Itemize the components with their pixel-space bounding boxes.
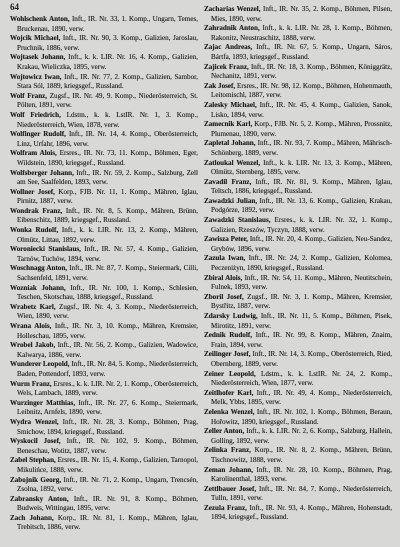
directory-entry bbox=[204, 82, 392, 101]
entry-details: Zugsf., IR. Nr. 3, 1. Komp., Mähren, Kremsier, Bystřitz, 1887, verw. bbox=[211, 292, 392, 311]
directory-entry bbox=[204, 235, 392, 254]
entry-details: Inft., IR. Nr. 87, 7. Komp., Steiermark, Cilli, Sachsenfeld, 1891, verw. bbox=[17, 264, 198, 283]
directory-entry bbox=[204, 331, 392, 350]
entry-name: Zettlbauer Josef, bbox=[204, 484, 257, 493]
entry-name: Zahradnik Anton, bbox=[204, 24, 260, 33]
directory-entry bbox=[204, 446, 392, 465]
entry-details: Ersres., k. k. LIR. Nr. 2, 1. Komp., Oberösterreich, Wels, Lambach, 1889, verw. bbox=[17, 379, 198, 398]
entry-details: Inft., IR. Nr. 102, 1. Komp., Böhmen, Beraun, Hořowitz, 1890, kriegsgef., Russland. bbox=[211, 407, 392, 426]
entry-name: Woroniecki Stanislaus, bbox=[10, 245, 81, 254]
entry-details: Inft., IR. Nr. 14, 3. Komp., Oberösterreich, Ried, Obernberg, 1889, verw. bbox=[211, 350, 392, 368]
entry-details: Inft., IR. Nr. 54, 11. Komp., Mähren, Neutitschein, Fulnek, 1893, verw. bbox=[211, 273, 392, 292]
entry-name: Wolf Friedrich, bbox=[10, 110, 61, 119]
directory-entry bbox=[204, 178, 392, 197]
directory-entry bbox=[204, 389, 392, 408]
entry-details: Ersres., IR. Nr. 15, 4. Komp., Galizien, Tarnopol, Mikulińce, 1888, verw. bbox=[17, 456, 198, 474]
directory-entry bbox=[10, 73, 198, 92]
entry-name: Zeilinger Josef, bbox=[204, 350, 251, 359]
entry-name: Zamecnik Karl, bbox=[204, 120, 253, 129]
entry-details: Inft., k. k. LIR. Nr. 13, 3. Komp., Mähren, Olmütz, Sternberg, 1895, verw. bbox=[211, 158, 392, 177]
directory-entry bbox=[10, 437, 198, 456]
entry-name: Zabransky Anton, bbox=[10, 494, 69, 503]
entry-details: Inft., IR. Nr. 84, 5. Komp., Niederösterreich, Baden, Pottendorf, 1893, verw. bbox=[17, 360, 198, 378]
directory-entry bbox=[204, 427, 392, 446]
entry-details: Inft., IR. Nr. 99, 8. Komp., Mähren, Znaim, Frain, 1894, verw. bbox=[211, 331, 392, 349]
directory-entry bbox=[10, 264, 198, 283]
entry-details: Korp., FJB. Nr. 5, 2. Komp., Mähren, Prossnitz, Plumenau, 1890, verw. bbox=[211, 120, 392, 138]
entry-details: Inft., IR. Nr. 35, 2. Komp., Böhmen, Pilsen, Mies, 1890, verw. bbox=[211, 5, 392, 23]
directory-entry bbox=[10, 418, 198, 437]
directory-entry bbox=[10, 188, 198, 207]
entry-name: Zabojnik Georg, bbox=[10, 475, 62, 484]
directory-entry bbox=[10, 380, 198, 399]
entry-details: Inft., IR. Nr. 24, 2. Komp., Galizien, Kolomea, Peczeniżyn, 1890, kriegsgef., Russland. bbox=[211, 254, 392, 273]
entry-name: Zawisza Peter, bbox=[204, 235, 248, 244]
entry-details: Inft., IR. Nr. 13, 6. Komp., Galizien, Krakau, Podgórze, 1892, verw. bbox=[211, 196, 392, 215]
entry-details: Inft., IR. Nr. 84, 7. Komp., Niederösterreich, Tulln, 1891, verw. bbox=[211, 484, 392, 503]
directory-entry bbox=[10, 130, 198, 149]
entry-details: Inft., IR. Nr. 56, 2. Komp., Galizien, Wadowice, Kalwarya, 1886, verw. bbox=[17, 341, 198, 359]
entry-details: Korp., IR. Nr. 81, 1. Komp., Mähren, Iglau, Trebitsch, 1886, verw. bbox=[17, 513, 198, 532]
entry-name: Wollner Josef, bbox=[10, 187, 55, 196]
entry-details: Inft., IR. Nr. 59, 2. Komp., Salzburg, Zell am See, Saalfelden, 1893, verw. bbox=[17, 168, 198, 187]
entry-name: Wurzinger Matthias, bbox=[10, 398, 76, 407]
directory-entry bbox=[204, 101, 392, 120]
entry-details: Inft., IR. Nr. 11, 5. Komp., Böhmen, Pisek, Mirotitz, 1891, verw. bbox=[211, 312, 392, 330]
entry-details: Korp., FJB. Nr. 11, 1. Komp., Mähren, Iglau, Pirnitz, 1887, verw. bbox=[17, 187, 198, 206]
entry-details: Inft., k. k. LIR. Nr. 13, 2. Komp., Mähren, Olmütz, Littau, 1892, verw. bbox=[17, 226, 198, 244]
directory-entry bbox=[10, 34, 198, 53]
entry-name: Woschnagg Anton, bbox=[10, 264, 68, 273]
directory-entry bbox=[204, 312, 392, 331]
entry-name: Zbiral Alois, bbox=[204, 273, 243, 282]
entry-name: Zapletal Johann, bbox=[204, 139, 256, 148]
directory-entry bbox=[10, 399, 198, 418]
directory-entry bbox=[10, 341, 198, 360]
entry-name: Zajac Andreas, bbox=[204, 43, 253, 52]
directory-entry bbox=[10, 92, 198, 111]
directory-entry bbox=[10, 149, 198, 168]
entry-details: Inft., k. k. LIR. Nr. 2, 6. Komp., Salzburg, Hallein, Golling, 1892, verw. bbox=[211, 427, 392, 445]
directory-entry bbox=[204, 466, 392, 485]
entry-name: Wydra Wenzel, bbox=[10, 417, 59, 426]
entry-name: Wolfram Alois, bbox=[10, 149, 57, 158]
entry-name: Zednik Rudolf, bbox=[204, 331, 252, 340]
directory-entry bbox=[204, 139, 392, 158]
entry-details: Inft., IR. Nr. 45, 4. Komp., Galizien, Sanok, Lisko, 1894, verw. bbox=[211, 100, 392, 119]
entry-details: Zugsf., IR. Nr. 4, 3. Komp., Niederösterreich, Wien, 1890, verw. bbox=[17, 302, 198, 321]
entry-name: Wojcik Michael, bbox=[10, 34, 61, 43]
entry-name: Zeiner Leopold, bbox=[204, 369, 256, 378]
directory-entry bbox=[204, 216, 392, 235]
entry-details: Inft., IR. Nr. 28, 3. Komp., Böhmen, Prag, Smichow, 1894, kriegsgef., Russland. bbox=[17, 417, 198, 436]
entry-name: Wojtowicz Iwan, bbox=[10, 72, 62, 81]
directory-entry bbox=[204, 485, 392, 504]
entry-details: Inft., k. k. LIR. Nr. 28, 1. Komp., Böhmen, Rakonitz, Neustraschitz, 1888, verw. bbox=[211, 24, 392, 42]
entry-details: Inft., IR. Nr. 91, 8. Komp., Böhmen, Budweis, Wittingau, 1895, verw. bbox=[17, 494, 198, 513]
directory-entry bbox=[204, 5, 392, 24]
entry-name: Zajicek Franz, bbox=[204, 62, 249, 71]
directory-entry bbox=[204, 350, 392, 369]
entry-details: Inft., IR. Nr. 67, 5. Komp., Ungarn, Sáros, Bártfa, 1893, kriegsgef., Russland. bbox=[211, 43, 392, 61]
entry-name: Zeitlhofer Karl, bbox=[204, 388, 254, 397]
directory-entry bbox=[10, 476, 198, 495]
directory-entry bbox=[204, 159, 392, 178]
left-column bbox=[10, 15, 198, 545]
entry-name: Zelenka Wenzel, bbox=[204, 407, 255, 416]
entry-details: Inft., IR. Nr. 102, 9. Komp., Böhmen, Beneschau, Wotitz, 1887, verw. bbox=[17, 437, 198, 455]
entry-name: Zabel Stephan, bbox=[10, 456, 56, 465]
directory-entry bbox=[10, 53, 198, 72]
entry-details: Zugsf., IR. Nr. 49, 9. Komp., Niederösterreich, St. Pölten, 1891, verw. bbox=[17, 91, 198, 110]
directory-entry bbox=[204, 408, 392, 427]
entry-name: Wondrak Franz, bbox=[10, 206, 63, 215]
directory-entry bbox=[10, 111, 198, 130]
directory-entry bbox=[10, 226, 198, 245]
entry-details: Korp., IR. Nr. 8, 2. Komp., Mähren, Brünn, Tischnowitz, 1888, verw. bbox=[211, 446, 392, 464]
entry-details: Inft., IR. Nr. 93, 4. Komp., Mähren, Hohenstadt, 1894, kriegsgef., Russland. bbox=[211, 503, 392, 522]
entry-name: Zeman Johann, bbox=[204, 465, 254, 474]
entry-details: Ersres., k. k. LIR. Nr. 32, 1. Komp., Galizien, Rzeszów, Tyczyn, 1888, verw. bbox=[211, 216, 392, 234]
entry-details: Inft., IR. Nr. 77, 2. Komp., Galizien, Sambor, Stara Sól, 1889, kriegsgef., Russland. bbox=[17, 72, 198, 91]
directory-entry bbox=[10, 495, 198, 514]
entry-name: Zboril Josef, bbox=[204, 292, 244, 301]
directory-entry bbox=[10, 322, 198, 341]
entry-details: Ldstm., k. k. LstIR. Nr. 24, 2. Komp., Niederösterreich, Wien, 1877, verw. bbox=[211, 369, 392, 388]
entry-name: Zacharias Wenzel, bbox=[204, 5, 261, 13]
entry-details: Inft., IR. Nr. 81, 9. Komp., Mähren, Iglau, Teltsch, 1886, kriegsgef., Russland. bbox=[211, 177, 392, 196]
entry-name: Zach Johann, bbox=[10, 513, 54, 522]
entry-details: Inft., IR. Nr. 18, 3. Komp., Böhmen, Königgrätz, Nechanitz, 1891, verw. bbox=[211, 62, 392, 81]
entry-details: Ersres., IR. Nr. 73, 11. Komp., Böhmen, Eger, Wildstein, 1890, kriegsgef., Russland. bbox=[17, 149, 198, 167]
entry-details: Inft., k. k. LIR. Nr. 16, 4. Komp., Galizien, Krakau, Wieliczka, 1895, verw. bbox=[17, 53, 198, 71]
entry-name: Zalesky Michael, bbox=[204, 100, 257, 109]
entry-name: Zak Josef, bbox=[204, 81, 236, 90]
entry-name: Wohlschenk Anton, bbox=[10, 15, 70, 23]
directory-entry bbox=[10, 284, 198, 303]
directory-entry bbox=[204, 120, 392, 139]
entry-details: Inft., IR. Nr. 57, 4. Komp., Galizien, Tarnów, Tuchów, 1894, verw. bbox=[17, 245, 198, 263]
directory-entry bbox=[204, 63, 392, 82]
entry-name: Wrana Alois, bbox=[10, 322, 52, 330]
entry-name: Zazula Iwan, bbox=[204, 254, 246, 263]
directory-entry bbox=[204, 274, 392, 293]
entry-name: Zawadzki Stanislaus, bbox=[204, 216, 271, 225]
entry-name: Zatloukal Wenzel, bbox=[204, 158, 261, 167]
entry-name: Zeller Anton, bbox=[204, 427, 245, 436]
entry-details: Inft., IR. Nr. 8, 5. Komp., Mähren, Brünn, Eibenschitz, 1889, kriegsgef., Russland. bbox=[17, 206, 198, 225]
directory-entry bbox=[10, 360, 198, 379]
entry-details: Inft., IR. Nr. 100, 1. Komp., Schlesien, Teschen, Skotschau, 1888, kriegsgef., Russland. bbox=[17, 283, 198, 302]
directory-entry bbox=[204, 370, 392, 389]
entry-details: Ersres., IR. Nr. 98, 12. Komp., Böhmen, Hohenmauth, Leitomischl, 1887, verw. bbox=[211, 81, 392, 100]
entry-name: Wunderer Leopold, bbox=[10, 360, 70, 369]
directory-entry bbox=[10, 303, 198, 322]
entry-details: Inft., IR. Nr. 28, 10. Komp., Böhmen, Prag, Karolinenthal, 1893, verw. bbox=[211, 465, 392, 484]
entry-details: Inft., IR. Nr. 90, 3. Komp., Galizien, Jaroslau, Pruchnik, 1886, verw. bbox=[17, 34, 198, 52]
entry-name: Wozniak Johann, bbox=[10, 283, 66, 292]
entry-name: Wolfsberger Johann, bbox=[10, 168, 74, 177]
entry-details: Ldstm., k. k. LstIR. Nr. 1, 3. Komp., Niederösterreich, Wien, 1878, verw. bbox=[17, 110, 198, 129]
entry-name: Wrabetz Karl, bbox=[10, 302, 56, 311]
directory-entry bbox=[204, 24, 392, 43]
entry-name: Wolfinger Rudolf, bbox=[10, 130, 66, 139]
directory-entry bbox=[10, 15, 198, 34]
directory-entry bbox=[10, 169, 198, 188]
entry-name: Wurm Franz, bbox=[10, 379, 52, 388]
directory-entry bbox=[204, 197, 392, 216]
entry-details: Inft., IR. Nr. 20, 4. Komp., Galizien, Neu-Sandez, Grybów, 1896, verw. bbox=[211, 235, 392, 253]
entry-name: Wojtasek Johann, bbox=[10, 53, 66, 62]
entry-name: Zawadzki Julian, bbox=[204, 196, 258, 205]
entry-details: Inft., IR. Nr. 3, 10. Komp., Mähren, Kremsier, Holleschau, 1895, verw. bbox=[17, 322, 198, 340]
directory-entry bbox=[204, 254, 392, 273]
entry-details: Inft., IR. Nr. 27, 6. Komp., Steiermark, Leibnitz, Arnfels, 1890, verw. bbox=[17, 398, 198, 417]
entry-name: Wonka Rudolf, bbox=[10, 226, 59, 235]
right-column bbox=[204, 5, 392, 545]
directory-entry bbox=[10, 514, 198, 533]
entry-name: Zelinka Franz, bbox=[204, 446, 251, 455]
entry-details: Inft., IR. Nr. 33, 1. Komp., Ungarn, Temes, Bruckenau, 1890, verw. bbox=[17, 15, 198, 33]
directory-entry bbox=[204, 504, 392, 523]
directory-entry bbox=[204, 293, 392, 312]
directory-entry bbox=[204, 43, 392, 62]
entry-name: Wolf Franz, bbox=[10, 91, 48, 100]
entry-details: Inft., IR. Nr. 14, 4. Komp., Oberösterreich, Linz, Urfahr, 1896, verw. bbox=[17, 130, 198, 148]
page-number: 64 bbox=[10, 2, 19, 12]
entry-details: Inft., IR. Nr. 93, 7. Komp., Mähren, Mährisch-Schönberg, 1889, verw. bbox=[211, 139, 392, 157]
directory-entry bbox=[10, 207, 198, 226]
directory-entry bbox=[10, 245, 198, 264]
entry-name: Wyskocil Josef, bbox=[10, 437, 61, 446]
entry-name: Wrobel Jakob, bbox=[10, 341, 56, 350]
entry-name: Zezula Franz, bbox=[204, 503, 247, 512]
entry-name: Zavadil Franz, bbox=[204, 177, 252, 186]
directory-entry bbox=[10, 456, 198, 475]
entry-details: Inft., IR. Nr. 49, 4. Komp., Niederösterreich, Melk, Ybbs, 1895, verw. bbox=[211, 388, 392, 407]
entry-details: Inft., IR. Nr. 71, 2. Komp., Ungarn, Trencsén, Zsolna, 1892, verw. bbox=[17, 475, 198, 494]
entry-name: Zdarsky Ludwig, bbox=[204, 312, 258, 320]
